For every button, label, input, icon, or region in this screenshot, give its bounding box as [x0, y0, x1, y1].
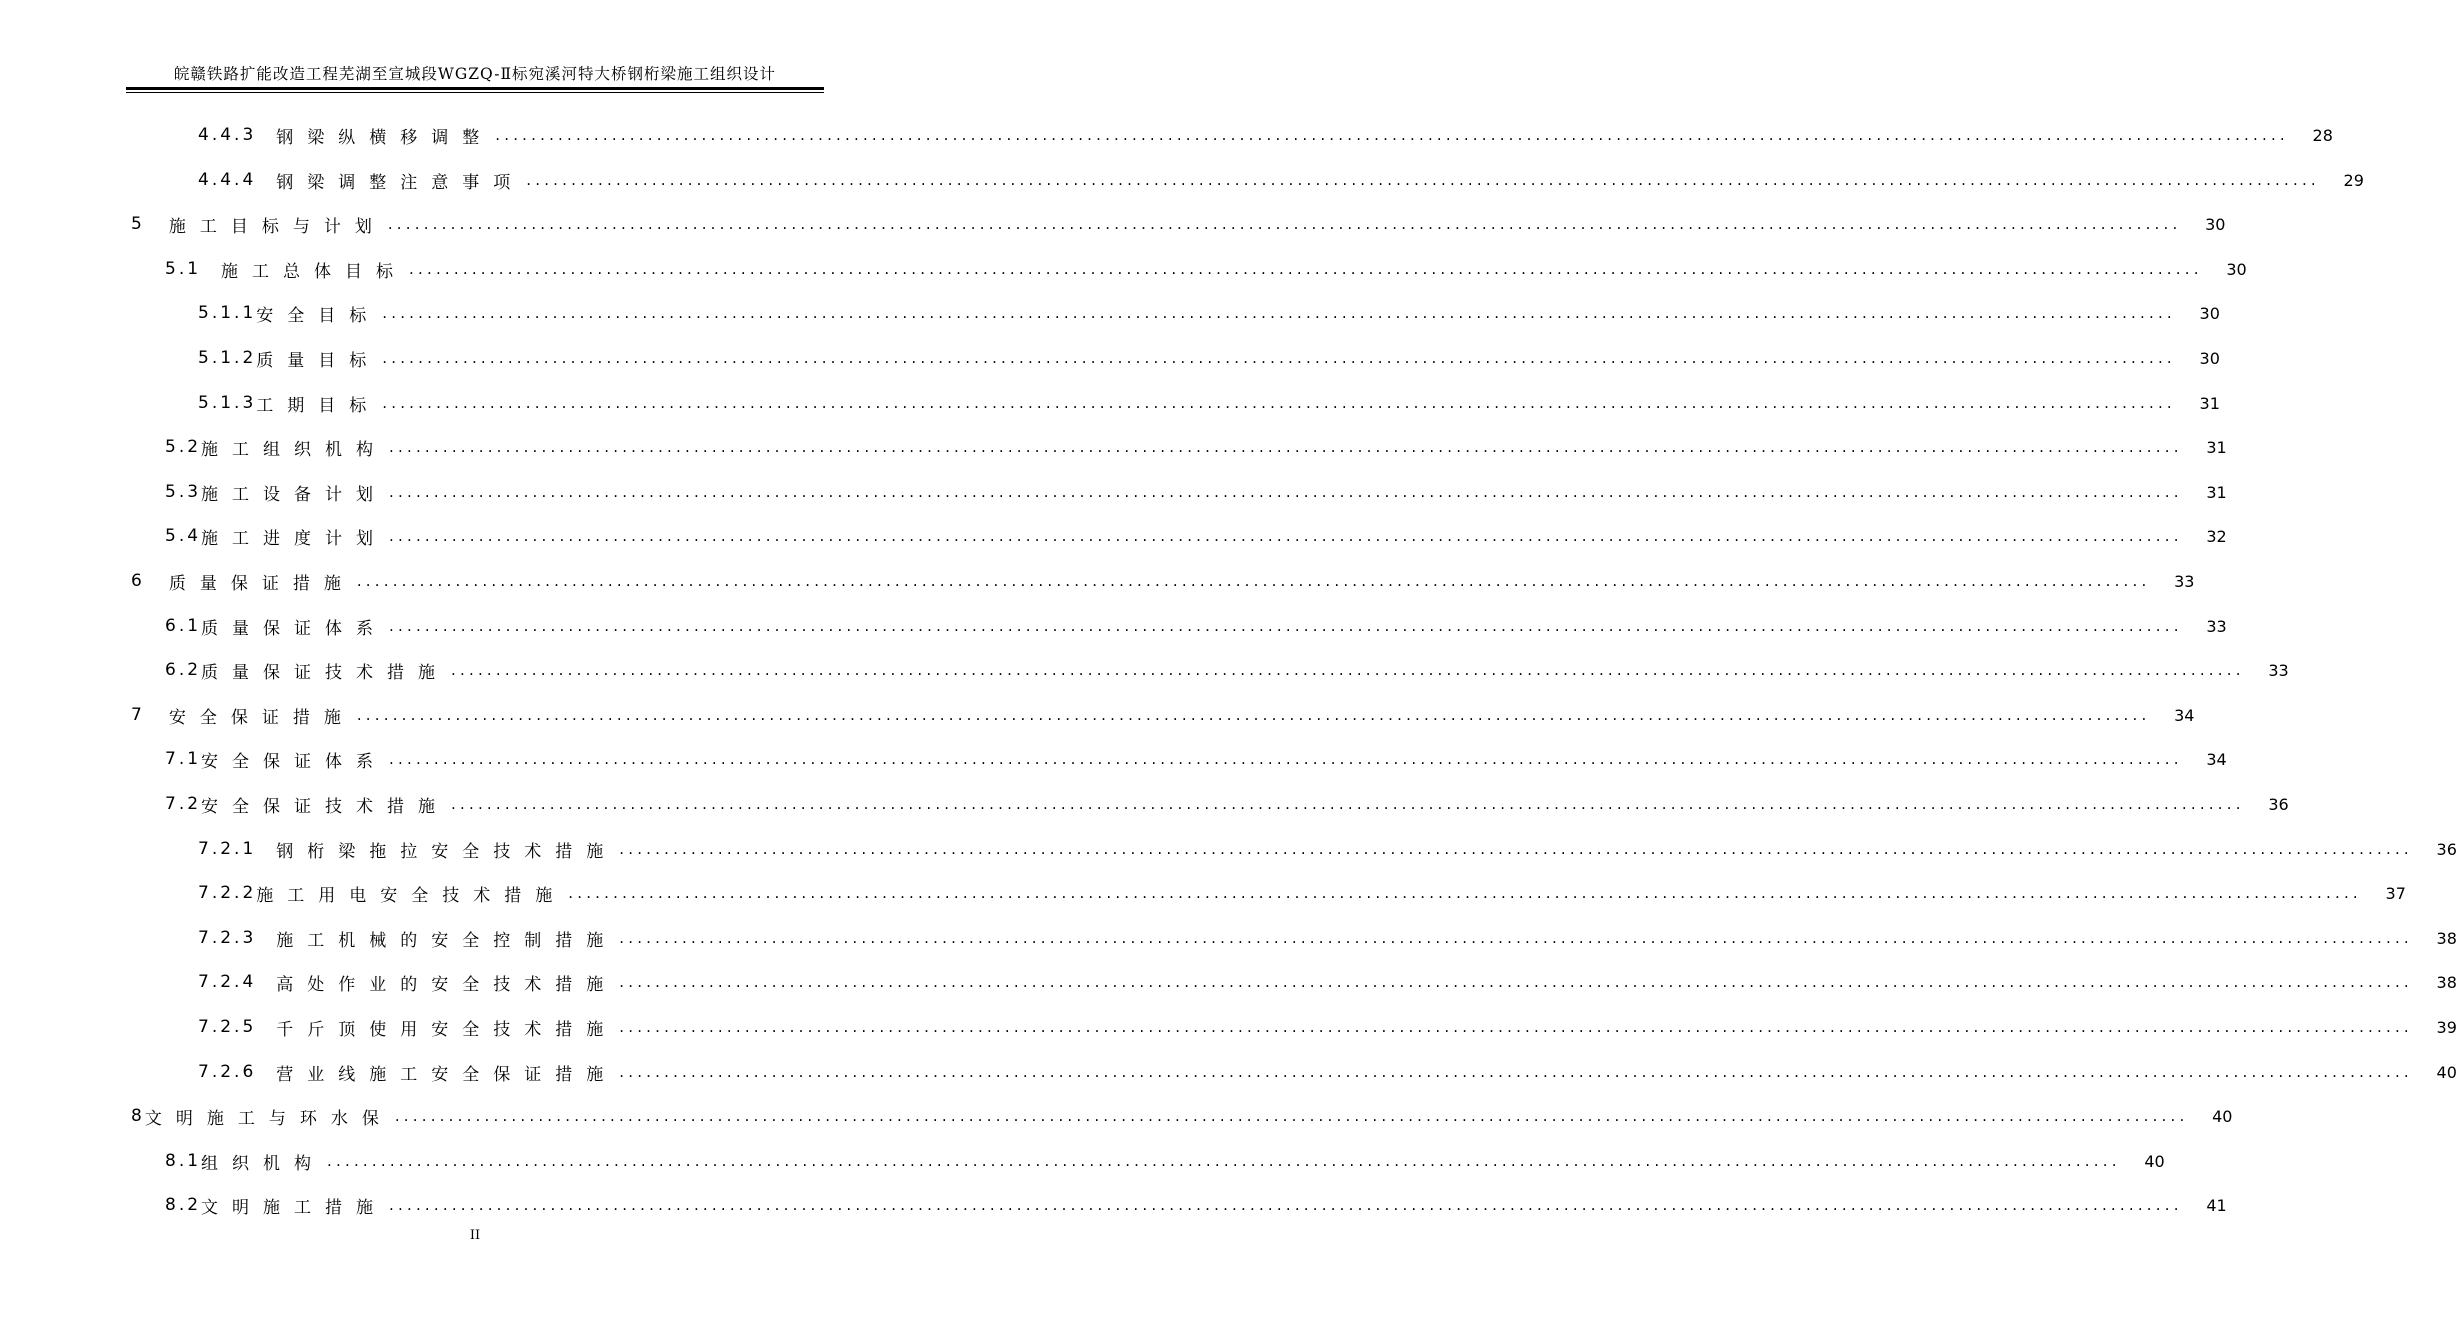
- toc-entry-number: 7.2.1: [198, 839, 257, 859]
- toc-leader-dots: ........................................................................................................................................................................................................: [389, 617, 2183, 635]
- toc-entry-page: 41: [2206, 1195, 2227, 1215]
- toc-entry-page: 37: [2385, 883, 2406, 903]
- toc-leader-dots: ........................................................................................................................................................................................................: [382, 394, 2176, 412]
- toc-entry-number: 7.2.5: [198, 1017, 257, 1037]
- toc-entry[interactable]: [165, 789, 2289, 819]
- toc-entry[interactable]: [165, 521, 2227, 551]
- toc-leader-dots: ........................................................................................................................................................................................................: [356, 572, 2151, 590]
- toc-entry-page: 32: [2206, 526, 2227, 546]
- toc-entry-number: 8.1: [165, 1151, 202, 1171]
- toc-entry-title: 安全目标: [256, 305, 381, 326]
- toc-entry-number: 5.1.2: [198, 348, 257, 368]
- toc-entry-title: 工期目标: [256, 395, 381, 416]
- toc-entry[interactable]: [131, 1101, 2233, 1131]
- toc-entry-page: 34: [2206, 749, 2227, 769]
- toc-entry[interactable]: [165, 1190, 2227, 1220]
- toc-entry[interactable]: [198, 878, 2406, 908]
- toc-leader-dots: ........................................................................................................................................................................................................: [382, 349, 2176, 367]
- toc-entry-title: 安全保证措施: [168, 707, 355, 728]
- toc-entry-title: 钢梁纵横移调整: [276, 127, 494, 148]
- toc-entry-title: 文明施工与环水保: [144, 1108, 393, 1129]
- toc-entry-label: [165, 524, 387, 549]
- toc-entry-number: 7.2.3: [198, 928, 257, 948]
- toc-leader-dots: ........................................................................................................................................................................................................: [451, 795, 2245, 813]
- toc-entry[interactable]: [198, 1012, 2457, 1042]
- toc-entry-label: [198, 168, 524, 193]
- toc-entry-label: [198, 391, 380, 416]
- toc-entry-page: 31: [2199, 393, 2220, 413]
- toc-leader-dots: ........................................................................................................................................................................................................: [327, 1152, 2121, 1170]
- toc-entry-title: 钢梁调整注意事项: [276, 172, 525, 193]
- toc-entry-page: 34: [2174, 705, 2195, 725]
- toc-entry-page: 40: [2212, 1106, 2233, 1126]
- toc-entry-number: 4.4.4: [198, 170, 257, 190]
- toc-entry-label: [198, 1060, 617, 1085]
- toc-entry[interactable]: [165, 611, 2227, 641]
- toc-leader-dots: ........................................................................................................................................................................................................: [619, 840, 2413, 858]
- toc-entry-page: 28: [2312, 125, 2333, 145]
- toc-entry-number: 6.2: [165, 660, 202, 680]
- toc-entry-page: 36: [2268, 794, 2289, 814]
- toc-leader-dots: ........................................................................................................................................................................................................: [619, 1018, 2413, 1036]
- toc-entry-title: 营业线施工安全保证措施: [276, 1064, 618, 1085]
- toc-entry-number: 7: [131, 705, 145, 725]
- toc-entry[interactable]: [198, 298, 2220, 328]
- toc-entry-page: 39: [2436, 1017, 2457, 1037]
- toc-entry-label: [131, 703, 355, 728]
- toc-leader-dots: ........................................................................................................................................................................................................: [389, 1196, 2183, 1214]
- toc-leader-dots: ........................................................................................................................................................................................................: [387, 215, 2182, 233]
- toc-entry-label: [165, 614, 387, 639]
- toc-leader-dots: ........................................................................................................................................................................................................: [619, 973, 2413, 991]
- toc-entry-title: 安全保证技术措施: [201, 796, 450, 817]
- running-header: 皖赣铁路扩能改造工程芜湖至宣城段WGZQ-Ⅱ标宛溪河特大桥钢桁梁施工组织设计: [173, 65, 777, 83]
- toc-leader-dots: ........................................................................................................................................................................................................: [389, 527, 2183, 545]
- toc-entry-page: 30: [2205, 214, 2226, 234]
- toc-entry[interactable]: [165, 477, 2227, 507]
- toc-entry-label: [165, 792, 449, 817]
- toc-entry-number: 7.2.2: [198, 883, 257, 903]
- toc-entry-label: [198, 346, 380, 371]
- toc-entry-label: [198, 837, 617, 862]
- toc-entry[interactable]: [165, 432, 2227, 462]
- toc-leader-dots: ........................................................................................................................................................................................................: [526, 171, 2320, 189]
- toc-entry[interactable]: [198, 834, 2457, 864]
- toc-entry-title: 施工用电安全技术措施: [256, 885, 567, 906]
- toc-entry-title: 施工总体目标: [221, 261, 408, 282]
- toc-entry[interactable]: [198, 120, 2333, 150]
- toc-entry-label: [165, 1149, 325, 1174]
- toc-leader-dots: ........................................................................................................................................................................................................: [495, 126, 2289, 144]
- toc-leader-dots: ........................................................................................................................................................................................................: [619, 929, 2413, 947]
- toc-entry-label: [165, 257, 407, 282]
- toc-entry-page: 38: [2436, 928, 2457, 948]
- toc-entry-label: [131, 212, 386, 237]
- toc-entry-number: 7.2.6: [198, 1062, 257, 1082]
- toc-entry[interactable]: [198, 1057, 2457, 1087]
- toc-entry-page: 38: [2436, 972, 2457, 992]
- toc-entry-title: 质量保证体系: [201, 618, 388, 639]
- toc-entry-title: 施工进度计划: [201, 528, 388, 549]
- toc-entry-page: 33: [2206, 616, 2227, 636]
- toc-entry-number: 5.1.3: [198, 393, 257, 413]
- toc-entry-label: [198, 301, 380, 326]
- toc-leader-dots: ........................................................................................................................................................................................................: [568, 884, 2362, 902]
- toc-entry-title: 钢桁梁拖拉安全技术措施: [276, 841, 618, 862]
- toc-entry-title: 施工目标与计划: [168, 216, 386, 237]
- toc-entry-title: 施工组织机构: [201, 439, 388, 460]
- toc-entry-label: [198, 123, 493, 148]
- toc-entry-title: 质量保证措施: [168, 573, 355, 594]
- toc-entry-page: 30: [2199, 303, 2220, 323]
- toc-entry-title: 文明施工措施: [201, 1197, 388, 1218]
- toc-entry-page: 31: [2206, 437, 2227, 457]
- toc-entry-number: 5.4: [165, 526, 202, 546]
- toc-entry[interactable]: [165, 655, 2289, 685]
- toc-entry-title: 施工机械的安全控制措施: [276, 930, 618, 951]
- toc-entry-label: [131, 569, 355, 594]
- toc-entry-number: 5.1.1: [198, 303, 257, 323]
- toc-entry-label: [165, 658, 449, 683]
- toc-leader-dots: ........................................................................................................................................................................................................: [382, 304, 2176, 322]
- toc-entry-number: 8.2: [165, 1195, 202, 1215]
- toc-leader-dots: ........................................................................................................................................................................................................: [451, 661, 2245, 679]
- toc-entry-label: [131, 1104, 393, 1129]
- toc-entry-number: 5.1: [165, 259, 202, 279]
- toc-entry-label: [198, 881, 566, 906]
- toc-entry-number: 5: [131, 214, 145, 234]
- toc-entry-number: 5.2: [165, 437, 202, 457]
- toc-entry[interactable]: [198, 343, 2220, 373]
- toc-entry-page: 36: [2436, 839, 2457, 859]
- toc-entry-title: 安全保证体系: [201, 751, 388, 772]
- toc-entry-page: 30: [2199, 348, 2220, 368]
- page-number: II: [469, 1228, 481, 1243]
- toc-entry-label: [165, 1193, 387, 1218]
- toc-entry-label: [165, 480, 387, 505]
- toc-entry[interactable]: [131, 209, 2226, 239]
- toc-entry-label: [198, 926, 617, 951]
- toc-entry[interactable]: [198, 923, 2457, 953]
- toc-leader-dots: ........................................................................................................................................................................................................: [394, 1107, 2189, 1125]
- toc-entry[interactable]: [131, 566, 2195, 596]
- toc-entry-label: [165, 435, 387, 460]
- toc-entry[interactable]: [165, 1146, 2165, 1176]
- toc-leader-dots: ........................................................................................................................................................................................................: [389, 483, 2183, 501]
- toc-entry-title: 组织机构: [201, 1153, 326, 1174]
- toc-entry-page: 40: [2144, 1151, 2165, 1171]
- toc-entry-title: 千斤顶使用安全技术措施: [276, 1019, 618, 1040]
- toc-leader-dots: ........................................................................................................................................................................................................: [389, 750, 2183, 768]
- toc-entry-page: 31: [2206, 482, 2227, 502]
- toc-entry-label: [165, 747, 387, 772]
- toc-entry-number: 5.3: [165, 482, 202, 502]
- toc-entry[interactable]: [198, 165, 2364, 195]
- toc-entry-title: 质量保证技术措施: [201, 662, 450, 683]
- toc-entry-title: 高处作业的安全技术措施: [276, 974, 618, 995]
- toc-entry-number: 7.1: [165, 749, 202, 769]
- toc-entry-page: 33: [2174, 571, 2195, 591]
- toc-leader-dots: ........................................................................................................................................................................................................: [409, 260, 2203, 278]
- toc-entry-page: 30: [2226, 259, 2247, 279]
- toc-entry[interactable]: [165, 744, 2227, 774]
- toc-entry-label: [198, 1015, 617, 1040]
- toc-entry[interactable]: [198, 967, 2457, 997]
- toc-leader-dots: ........................................................................................................................................................................................................: [619, 1063, 2413, 1081]
- toc-entry-page: 29: [2343, 170, 2364, 190]
- toc-entry-page: 40: [2436, 1062, 2457, 1082]
- toc-entry-number: 6: [131, 571, 145, 591]
- toc-entry[interactable]: [198, 388, 2220, 418]
- toc-entry-number: 4.4.3: [198, 125, 257, 145]
- toc-entry-number: 6.1: [165, 616, 202, 636]
- toc-entry[interactable]: [165, 254, 2247, 284]
- toc-entry-label: [198, 970, 617, 995]
- toc-entry[interactable]: [131, 700, 2195, 730]
- toc-leader-dots: ........................................................................................................................................................................................................: [389, 438, 2183, 456]
- toc-entry-title: 质量目标: [256, 350, 381, 371]
- toc-entry-number: 7.2.4: [198, 972, 257, 992]
- toc-leader-dots: ........................................................................................................................................................................................................: [356, 706, 2151, 724]
- toc-entry-number: 8: [131, 1106, 145, 1126]
- toc-entry-title: 施工设备计划: [201, 484, 388, 505]
- toc-entry-page: 33: [2268, 660, 2289, 680]
- toc-entry-number: 7.2: [165, 794, 202, 814]
